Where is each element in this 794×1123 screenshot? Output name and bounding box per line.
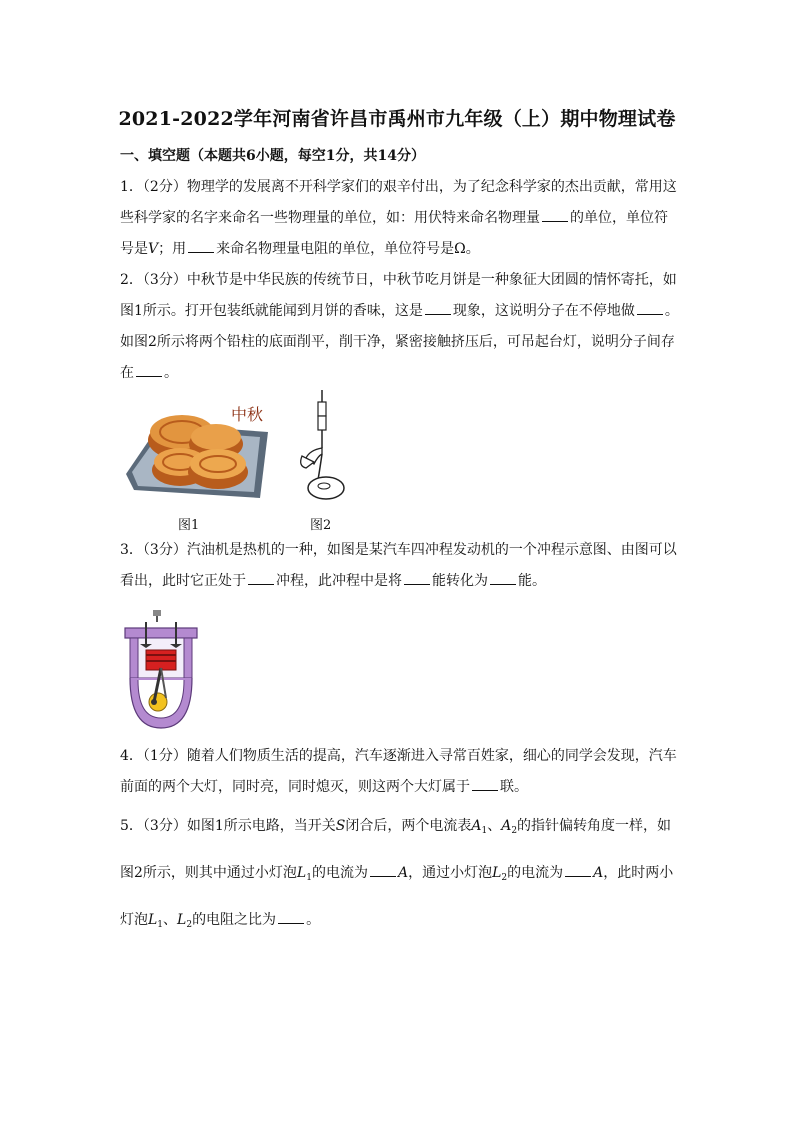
question-5: 5．（3分）如图1所示电路，当开关S闭合后，两个电流表$A_1$、$A_2$的指针偏转角度一样，如图2所示，则其中通过小灯泡$L_1$的电流为 A，通过小灯泡$L_2$的电流为 A，此时两小灯泡$L_1$、$L_2$的电阻之比为 。: [120, 818, 674, 930]
mooncake-logo: 中秋: [231, 405, 264, 424]
answer-blank: [278, 909, 304, 924]
answer-blank: [404, 570, 430, 585]
figure-2-caption: 图2: [310, 518, 332, 533]
question-4: 4．（1分）随着人们物质生活的提高，汽车逐渐进入寻常百姓家，细心的同学会发现，汽车前面的两个大灯，同时亮，同时熄灭，则这两个大灯属于 联。: [120, 748, 677, 795]
answer-blank: [565, 862, 591, 877]
answer-blank: [490, 570, 516, 585]
answer-blank: [425, 300, 451, 315]
page-title: 2021-2022学年河南省许昌市禹州市九年级（上）期中物理试卷: [118, 108, 676, 130]
answer-blank: [542, 207, 568, 222]
answer-blank: [188, 238, 214, 253]
answer-blank: [248, 570, 274, 585]
mooncake-image: [120, 394, 270, 509]
engine-stroke-image: [122, 610, 200, 732]
answer-blank: [637, 300, 663, 315]
question-3: 3．（3分）汽油机是热机的一种，如图是某汽车四冲程发动机的一个冲程示意图、由图可以看出，此时它正处于 冲程，此冲程中是将 能转化为 能。: [120, 542, 677, 589]
answer-blank: [136, 362, 162, 377]
answer-blank: [472, 776, 498, 791]
figure-1-caption: 图1: [178, 518, 200, 533]
section-heading: 一、填空题（本题共6小题，每空1分，共14分）: [120, 148, 425, 164]
question-2: 2．（3分）中秋节是中华民族的传统节日，中秋节吃月饼是一种象征大团圆的情怀寄托，如图1所示。打开包装纸就能闻到月饼的香味，这是 现象，这说明分子在不停地做 。如图2所示将两个铅柱的底面削平，削干净，紧密接触挤压后，可吊起台灯，说明分子间存在 。: [120, 272, 679, 381]
answer-blank: [370, 862, 396, 877]
question-1: 1．（2分）物理学的发展离不开科学家们的艰辛付出，为了纪念科学家的杰出贡献，常用这些科学家的名字来命名一些物理量的单位，如：用伏特来命名物理量 的单位，单位符号是V；用 来命名物理量电阻的单位，单位符号是Ω。: [120, 179, 677, 257]
lead-cylinder-lamp-image: [292, 388, 352, 508]
